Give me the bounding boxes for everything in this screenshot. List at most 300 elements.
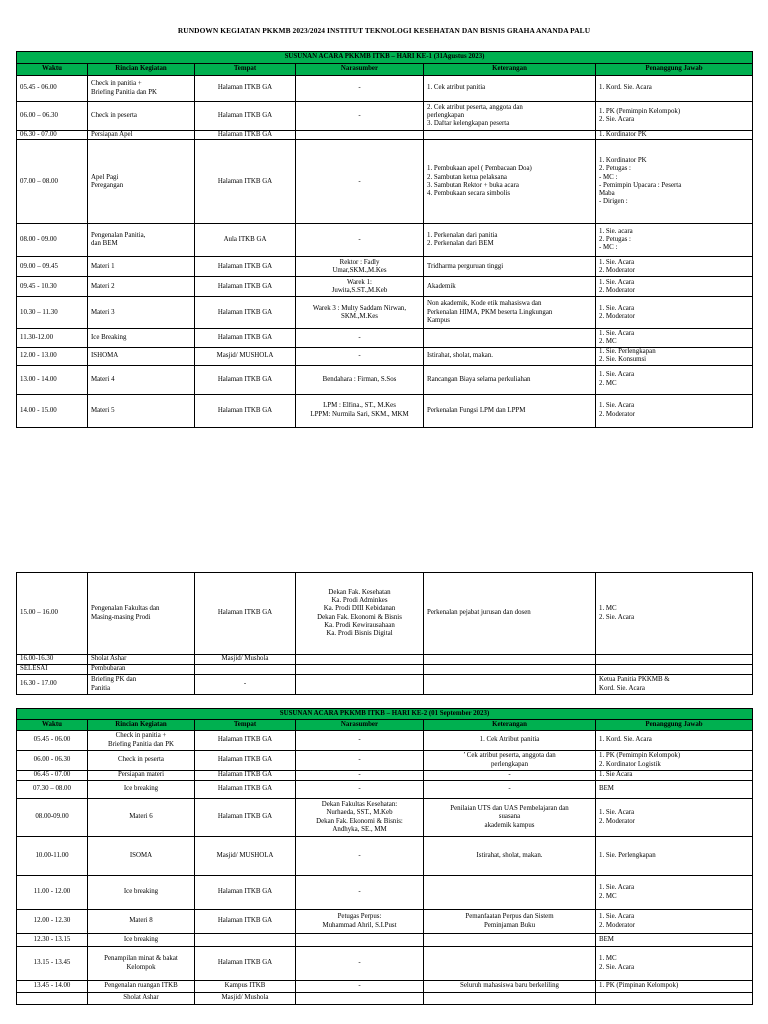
day2-header-person-in-charge: Penanggung Jawab <box>596 720 753 731</box>
activity-cell <box>88 781 195 799</box>
venue-cell: Halaman ITKB GA <box>195 329 296 348</box>
cell-line: Ka. Prodi Adminkes <box>331 597 388 605</box>
person-in-charge-cell <box>596 131 753 140</box>
time-cell: 13.15 - 13.45 <box>17 947 88 981</box>
cell-line: Kelompok <box>126 963 156 971</box>
cell-line: Ice breaking <box>123 785 159 793</box>
cell-line: 3. Sambutan Rektor + buka acara <box>427 181 519 189</box>
notes-cell <box>424 102 596 131</box>
time-cell: SELESAI <box>17 665 88 675</box>
venue-cell: Masjid/ MUSHOLA <box>195 348 296 365</box>
cell-line: - <box>358 84 361 92</box>
time-cell: 06.45 - 07.00 <box>17 771 88 781</box>
cell-line: ’ Cek atribut peserta, anggota dan <box>463 752 556 760</box>
cell-line: - <box>358 756 361 764</box>
cell-line: Perkenalan Fungsi LPM dan LPPM <box>427 406 526 414</box>
table-row <box>17 140 753 224</box>
cell-line: Masing-masing Prodi <box>91 613 151 621</box>
notes-cell <box>424 781 596 799</box>
cell-line: Ka. Prodi Bisnis Digital <box>326 629 393 637</box>
venue-cell: Halaman ITKB GA <box>195 297 296 329</box>
document-title: RUNDOWN KEGIATAN PKKMB 2023/2024 INSTITUT TEKNOLOGI KESEHATAN DAN BISNIS GRAHA ANANDA PALU <box>177 26 591 35</box>
venue-cell: Halaman ITKB GA <box>195 910 296 934</box>
cell-line: Juwita,S.ST.,M.Keb <box>331 286 388 294</box>
table-row <box>17 394 753 427</box>
cell-line: LPM : Elfina., ST., M.Kes <box>323 402 396 410</box>
speaker-cell <box>296 799 424 837</box>
cell-line: Nurhaeda, SST., M.Keb <box>326 809 393 817</box>
cell-line: Ketua Panitia PKKMB & <box>599 676 670 684</box>
cell-line: Petugas Perpus: <box>337 913 382 921</box>
venue-cell: Halaman ITKB GA <box>195 799 296 837</box>
time-cell: 07.00 – 08.00 <box>17 140 88 224</box>
cell-line: 1. Sie. Acara <box>599 371 635 379</box>
speaker-cell <box>296 297 424 329</box>
speaker-cell <box>296 365 424 394</box>
cell-line: Materi 4 <box>91 375 115 383</box>
cell-line: 1. MC <box>599 955 617 963</box>
cell-line: Seluruh mahasiswa baru berkeliling <box>460 982 559 990</box>
venue-cell: Halaman ITKB GA <box>195 140 296 224</box>
cell-line: - <box>358 959 361 967</box>
activity-cell <box>88 76 195 102</box>
cell-line: - <box>358 334 361 342</box>
venue-cell: Kampus ITKB <box>195 981 296 993</box>
table-row <box>17 297 753 329</box>
cell-line: Muhammad Ahril, S.I.Pust <box>322 921 397 929</box>
notes-cell <box>424 993 596 1005</box>
time-cell: 08.00-09.00 <box>17 799 88 837</box>
cell-line: 2. Perkenalan dari BEM <box>427 240 494 248</box>
person-in-charge-cell <box>596 981 753 993</box>
speaker-cell <box>296 934 424 947</box>
cell-line: BEM <box>599 935 614 943</box>
cell-line: 2. Kordinator Logistik <box>599 760 661 768</box>
cell-line: Akademik <box>427 282 456 290</box>
cell-line: 1. Sie. Acara <box>599 304 635 312</box>
cell-line: 2. Cek atribut peserta, anggota dan <box>427 103 523 111</box>
speaker-cell <box>296 771 424 781</box>
notes-cell <box>424 329 596 348</box>
cell-line: Umar,SKM.,M.Kes <box>332 266 387 274</box>
cell-line: suasana <box>498 813 521 821</box>
table-row <box>17 224 753 257</box>
cell-line: - <box>358 982 361 990</box>
day1-header-speaker: Narasumber <box>296 64 424 76</box>
cell-line: - <box>358 736 361 744</box>
activity-cell <box>88 329 195 348</box>
notes-cell <box>424 665 596 675</box>
activity-cell <box>88 981 195 993</box>
cell-line: Briefing Panitia dan PK <box>107 740 175 748</box>
table-row <box>17 329 753 348</box>
time-cell: 14.00 - 15.00 <box>17 394 88 427</box>
time-cell: 05.45 - 06.00 <box>17 731 88 751</box>
cell-line: Check in peserta <box>91 111 137 119</box>
activity-cell <box>88 837 195 876</box>
cell-line: 1. Sie. acara <box>599 227 633 235</box>
notes-cell <box>424 934 596 947</box>
speaker-cell <box>296 348 424 365</box>
time-cell: 06.00 – 06.30 <box>17 102 88 131</box>
venue-cell <box>195 934 296 947</box>
cell-line: - MC : <box>599 244 618 252</box>
cell-line: Persiapan materi <box>117 771 165 779</box>
cell-line: - MC : <box>599 173 618 181</box>
venue-cell: Halaman ITKB GA <box>195 76 296 102</box>
cell-line: 1. Kord. Sie. Acara <box>599 736 652 744</box>
notes-cell <box>424 348 596 365</box>
cell-line: Sholat Ashar <box>123 994 159 1002</box>
table-row <box>17 365 753 394</box>
cell-line: 2. Moderator <box>599 410 635 418</box>
cell-line: 2. Petugas : <box>599 236 631 244</box>
cell-line: Tridharma perguruan tinggi <box>427 262 504 270</box>
activity-cell <box>88 131 195 140</box>
cell-line: 1. Kord. Sie. Acara <box>599 84 652 92</box>
cell-line: perlengkapan <box>427 111 465 119</box>
table-row <box>17 934 753 947</box>
activity-cell <box>88 876 195 910</box>
venue-cell: Halaman ITKB GA <box>195 394 296 427</box>
cell-line: Materi 2 <box>91 282 115 290</box>
notes-cell <box>424 837 596 876</box>
cell-line: Materi 6 <box>129 813 153 821</box>
speaker-cell <box>296 675 424 695</box>
venue-cell: - <box>195 675 296 695</box>
cell-line: Panitia <box>91 684 111 692</box>
activity-cell <box>88 665 195 675</box>
day1-header-time: Waktu <box>17 64 88 76</box>
table-row <box>17 277 753 297</box>
cell-line: 2. MC <box>599 379 617 387</box>
notes-cell <box>424 876 596 910</box>
cell-line: 1. Sie. Perlengkapan <box>599 348 656 356</box>
cell-line: 2. MC <box>599 338 617 346</box>
cell-line: Ka. Prodi Kewirausahaan <box>324 621 395 629</box>
venue-cell: Masjid/ Mushola <box>195 993 296 1005</box>
table-row <box>17 731 753 751</box>
speaker-cell <box>296 837 424 876</box>
activity-cell <box>88 365 195 394</box>
day1-header-activity: Rincian Kegiatan <box>88 64 195 76</box>
person-in-charge-cell <box>596 799 753 837</box>
activity-cell <box>88 910 195 934</box>
cell-line: Materi 5 <box>91 406 115 414</box>
table-row <box>17 573 753 655</box>
cell-line: Check in panitia + <box>115 732 167 740</box>
time-cell: 08.00 - 09.00 <box>17 224 88 257</box>
cell-line: 2. Sie. Acara <box>599 116 635 123</box>
venue-cell: Halaman ITKB GA <box>195 751 296 771</box>
person-in-charge-cell <box>596 993 753 1005</box>
day2-schedule-table <box>16 708 753 1005</box>
cell-line: Briefing Panitia dan PK <box>91 88 158 96</box>
person-in-charge-cell <box>596 837 753 876</box>
activity-cell <box>88 771 195 781</box>
cell-line: 2. Sie. Acara <box>599 613 635 621</box>
day2-header-activity: Rincian Kegiatan <box>88 720 195 731</box>
venue-cell: Halaman ITKB GA <box>195 257 296 277</box>
cell-line: Dekan Fak. Ekonomi & Bisnis <box>317 613 402 621</box>
activity-cell <box>88 348 195 365</box>
person-in-charge-cell <box>596 297 753 329</box>
person-in-charge-cell <box>596 947 753 981</box>
table-row <box>17 993 753 1005</box>
speaker-cell <box>296 573 424 655</box>
speaker-cell <box>296 731 424 751</box>
time-cell: 12.30 - 13.15 <box>17 934 88 947</box>
cell-line: Dekan Fak. Ekonomi & Bisnis: <box>316 817 403 825</box>
table-row <box>17 257 753 277</box>
table-row <box>17 665 753 675</box>
notes-cell <box>424 731 596 751</box>
day2-header-time: Waktu <box>17 720 88 731</box>
time-cell: 10.00-11.00 <box>17 837 88 876</box>
cell-line: Kord. Sie. Acara <box>599 684 645 692</box>
cell-line: 1. Sie. Perlengkapan <box>599 851 656 859</box>
person-in-charge-cell <box>596 365 753 394</box>
cell-line: 2. Petugas : <box>599 165 631 173</box>
venue-cell: Halaman ITKB GA <box>195 365 296 394</box>
cell-line: 2. Sie. Acara <box>599 963 635 971</box>
cell-line: 1. PK (Pemimpin Kelompok) <box>599 107 681 115</box>
table-row <box>17 76 753 102</box>
cell-line: 2. MC <box>599 892 617 900</box>
venue-cell: Aula ITKB GA <box>195 224 296 257</box>
venue-cell: Halaman ITKB GA <box>195 102 296 131</box>
time-cell: 09.00 – 09.45 <box>17 257 88 277</box>
person-in-charge-cell <box>596 224 753 257</box>
cell-line: Penampilan minat & bakat <box>104 955 178 963</box>
cell-line: 2. Moderator <box>599 286 635 294</box>
notes-cell <box>424 394 596 427</box>
cell-line: Istirahat, sholat, makan. <box>427 352 494 360</box>
cell-line: 1. MC <box>599 605 617 613</box>
cell-line: 1. Sie. Acara <box>599 884 635 892</box>
cell-line: - <box>508 771 511 779</box>
speaker-cell <box>296 655 424 665</box>
table-row <box>17 947 753 981</box>
activity-cell <box>88 751 195 771</box>
cell-line: Materi 3 <box>91 308 115 316</box>
cell-line: Penilaian UTS dan UAS Pembelajaran dan <box>450 805 569 813</box>
cell-line: Sholat Ashar <box>91 655 127 663</box>
time-cell: 16.00-16.30 <box>17 655 88 665</box>
cell-line: - <box>358 177 361 185</box>
cell-line: Ka. Prodi DIII Kebidanan <box>323 605 396 613</box>
cell-line: - <box>358 352 361 360</box>
cell-line: Peregangan <box>91 181 124 189</box>
notes-cell <box>424 257 596 277</box>
time-cell: 12.00 - 13.00 <box>17 348 88 365</box>
table-row <box>17 781 753 799</box>
time-cell <box>17 993 88 1005</box>
cell-line: 1. Pembukaan apel ( Pembacaan Doa) <box>427 165 532 173</box>
venue-cell <box>195 665 296 675</box>
table-row <box>17 131 753 140</box>
cell-line: 1. Cek atribut panitia <box>427 84 486 92</box>
cell-line: Rancangan Biaya selama perkuliahan <box>427 375 531 383</box>
cell-line: - Dirigen : <box>599 198 628 206</box>
person-in-charge-cell <box>596 665 753 675</box>
activity-cell <box>88 573 195 655</box>
cell-line: Materi 1 <box>91 262 115 270</box>
activity-cell <box>88 799 195 837</box>
activity-cell <box>88 102 195 131</box>
cell-line: 1. Perkenalan dari panitia <box>427 232 498 239</box>
cell-line: ISOMA <box>129 851 153 859</box>
speaker-cell <box>296 140 424 224</box>
cell-line: Pembubaran <box>91 665 126 673</box>
cell-line: Bendahara : Firman, S.Sos <box>322 375 397 383</box>
notes-cell <box>424 277 596 297</box>
cell-line: 1. Sie. Acara <box>599 258 635 266</box>
time-cell: 09.45 - 10.30 <box>17 277 88 297</box>
day1-section-title: SUSUNAN ACARA PKKMB ITKB – HARI KE-1 (31Agustus 2023) <box>17 52 753 64</box>
day2-header-notes: Keterangan <box>424 720 596 731</box>
speaker-cell <box>296 876 424 910</box>
cell-line: Pengenalan ruangan ITKB <box>104 982 178 990</box>
person-in-charge-cell <box>596 771 753 781</box>
notes-cell <box>424 297 596 329</box>
cell-line: Pemanfaatan Perpus dan Sistem <box>465 913 554 921</box>
speaker-cell <box>296 665 424 675</box>
cell-line: Check in panitia + <box>91 80 142 88</box>
activity-cell <box>88 277 195 297</box>
cell-line: 1. Sie. Acara <box>599 809 635 817</box>
activity-cell <box>88 224 195 257</box>
cell-line: Peminjaman Buku <box>483 921 536 929</box>
cell-line: 4. Pembukaan secara simbolis <box>427 189 511 197</box>
venue-cell: Halaman ITKB GA <box>195 731 296 751</box>
speaker-cell <box>296 781 424 799</box>
cell-line: 2. Sie. Konsumsi <box>599 356 647 364</box>
cell-line: 1. Cek Atribut panitia <box>479 736 540 744</box>
cell-line: 1. PK (Pemimpin Kelompok) <box>599 752 681 760</box>
notes-cell <box>424 140 596 224</box>
cell-line: 2. Moderator <box>599 312 635 320</box>
time-cell: 15.00 – 16.00 <box>17 573 88 655</box>
speaker-cell <box>296 751 424 771</box>
cell-line: Perkenalan pejabat jurusan dan dosen <box>427 609 531 617</box>
cell-line: Pengenalan Panitia, <box>91 232 146 239</box>
activity-cell <box>88 140 195 224</box>
time-cell: 05.45 - 06.00 <box>17 76 88 102</box>
cell-line: Ice breaking <box>123 935 159 943</box>
notes-cell <box>424 799 596 837</box>
table-row <box>17 102 753 131</box>
cell-line: Kampus <box>427 316 450 324</box>
speaker-cell <box>296 257 424 277</box>
time-cell: 07.30 – 08.00 <box>17 781 88 799</box>
person-in-charge-cell <box>596 76 753 102</box>
cell-line: BEM <box>599 785 614 793</box>
cell-line: Warek 1: <box>347 278 372 286</box>
cell-line: 2. Moderator <box>599 266 635 274</box>
cell-line: 1. Sie. Acara <box>599 913 635 921</box>
cell-line: 1. Kordinator PK <box>599 157 647 165</box>
cell-line: 1. Sie. Acara <box>599 330 635 337</box>
day1-schedule-table-continued <box>16 572 753 695</box>
cell-line: ISHOMA <box>91 352 119 360</box>
cell-line: Andhyka, SE., MM <box>332 825 387 833</box>
person-in-charge-cell <box>596 348 753 365</box>
day1-header-venue: Tempat <box>195 64 296 76</box>
time-cell: 06.30 - 07.00 <box>17 131 88 140</box>
venue-cell: Halaman ITKB GA <box>195 876 296 910</box>
person-in-charge-cell <box>596 257 753 277</box>
person-in-charge-cell <box>596 910 753 934</box>
cell-line: Maba <box>599 189 615 197</box>
cell-line: dan BEM <box>91 240 118 248</box>
cell-line: - <box>358 111 361 119</box>
venue-cell: Halaman ITKB GA <box>195 277 296 297</box>
table-row <box>17 799 753 837</box>
speaker-cell <box>296 131 424 140</box>
cell-line: - <box>358 771 361 779</box>
speaker-cell <box>296 910 424 934</box>
cell-line: Pengenalan Fakultas dan <box>91 605 160 613</box>
cell-line: Check in peserta <box>118 756 164 764</box>
notes-cell <box>424 947 596 981</box>
speaker-cell <box>296 102 424 131</box>
time-cell: 16.30 - 17.00 <box>17 675 88 695</box>
person-in-charge-cell <box>596 934 753 947</box>
activity-cell <box>88 947 195 981</box>
venue-cell: Halaman ITKB GA <box>195 131 296 140</box>
cell-line: Non akademik, Kode etik mahasiswa dan <box>427 300 542 308</box>
person-in-charge-cell <box>596 655 753 665</box>
table-row <box>17 771 753 781</box>
cell-line: 1. Sie. Acara <box>599 402 635 410</box>
person-in-charge-cell <box>596 329 753 348</box>
notes-cell <box>424 910 596 934</box>
person-in-charge-cell <box>596 573 753 655</box>
day1-header-person-in-charge: Penanggung Jawab <box>596 64 753 76</box>
table-row <box>17 876 753 910</box>
speaker-cell <box>296 277 424 297</box>
speaker-cell <box>296 981 424 993</box>
venue-cell: Masjid/ Mushola <box>195 655 296 665</box>
cell-line: Rektor : Fadly <box>339 258 380 266</box>
speaker-cell <box>296 224 424 257</box>
cell-line: Dekan Fak. Kesehatan <box>328 588 391 596</box>
activity-cell <box>88 655 195 665</box>
day1-header-notes: Keterangan <box>424 64 596 76</box>
cell-line: - Pemimpin Upacara : Peserta <box>599 181 682 189</box>
notes-cell <box>424 76 596 102</box>
notes-cell <box>424 131 596 140</box>
day1-schedule-table <box>16 51 753 428</box>
day2-header-speaker: Narasumber <box>296 720 424 731</box>
cell-line: LPPM: Nurmila Sari, SKM., MKM <box>310 410 409 418</box>
time-cell: 11.00 - 12.00 <box>17 876 88 910</box>
time-cell: 06.00 - 06.30 <box>17 751 88 771</box>
time-cell: 13.45 - 14.00 <box>17 981 88 993</box>
cell-line: - <box>508 785 511 793</box>
person-in-charge-cell <box>596 140 753 224</box>
table-row <box>17 348 753 365</box>
person-in-charge-cell <box>596 102 753 131</box>
venue-cell: Halaman ITKB GA <box>195 771 296 781</box>
notes-cell <box>424 981 596 993</box>
person-in-charge-cell <box>596 277 753 297</box>
cell-line: Briefing PK dan <box>91 676 137 684</box>
person-in-charge-cell <box>596 751 753 771</box>
notes-cell <box>424 224 596 257</box>
cell-line: 3. Daftar kelengkapan peserta <box>427 120 510 128</box>
